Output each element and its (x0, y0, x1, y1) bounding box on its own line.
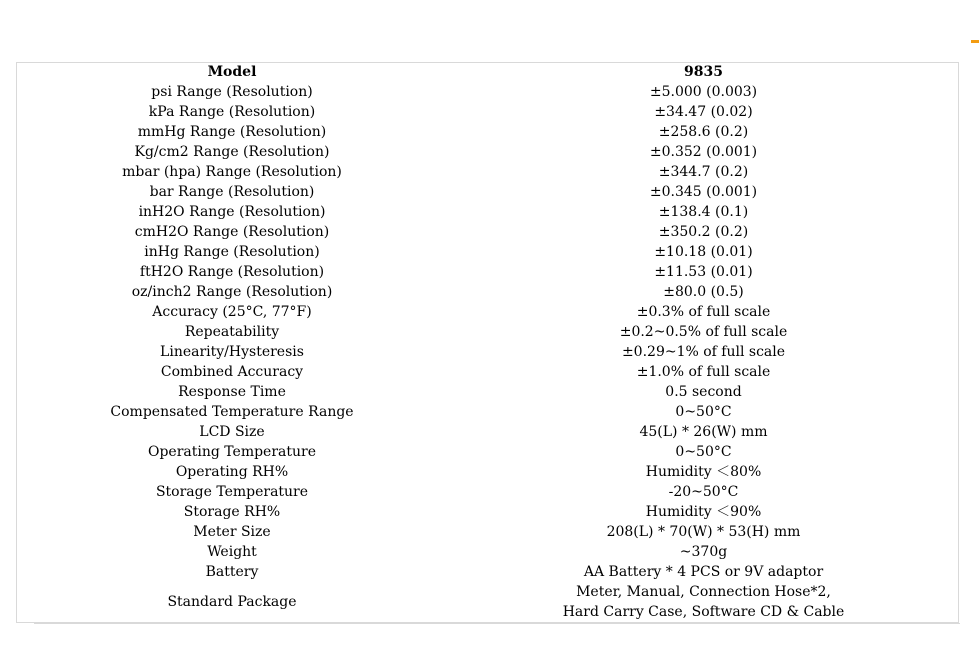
row-value: ±5.000 (0.003) (649, 84, 758, 100)
row-param: Operating Temperature (147, 444, 316, 460)
package-line-2: Hard Carry Case, Software CD & Cable (562, 604, 845, 620)
row-value: 0~50°C (675, 444, 732, 460)
table-row (16, 382, 959, 402)
table-row (16, 82, 959, 102)
row-param: Response Time (178, 384, 286, 400)
table-row (16, 122, 959, 142)
row-param: cmH2O Range (Resolution) (134, 224, 330, 240)
row-param: oz/inch2 Range (Resolution) (131, 284, 333, 300)
row-value: ±10.18 (0.01) (654, 244, 753, 260)
row-param-package: Standard Package (167, 594, 297, 610)
header-model-value: 9835 (684, 64, 723, 80)
row-param: bar Range (Resolution) (149, 184, 315, 200)
row-value: 45(L) * 26(W) mm (639, 424, 768, 440)
row-value: ±258.6 (0.2) (658, 124, 749, 140)
table-row (16, 162, 959, 182)
row-param: Kg/cm2 Range (Resolution) (134, 144, 330, 160)
table-header-row (16, 62, 959, 82)
table-row (16, 322, 959, 342)
row-param: Compensated Temperature Range (110, 404, 354, 420)
row-value: -20~50°C (668, 484, 739, 500)
row-value: ±80.0 (0.5) (663, 284, 744, 300)
row-param: Meter Size (193, 524, 271, 540)
row-param: Repeatability (184, 324, 280, 340)
row-param: Linearity/Hysteresis (160, 344, 304, 360)
table-row (16, 482, 959, 502)
row-param: Operating RH% (175, 464, 289, 480)
row-param: LCD Size (199, 424, 265, 440)
table-row (16, 262, 959, 282)
row-value: ~370g (679, 544, 728, 560)
row-value: Humidity ＜90% (645, 504, 762, 520)
row-param: mmHg Range (Resolution) (137, 124, 327, 140)
header-model-label: Model (207, 64, 257, 80)
table-row (16, 402, 959, 422)
row-value: Humidity ＜80% (645, 464, 762, 480)
table-row (16, 362, 959, 382)
table-row (16, 442, 959, 462)
row-value: ±34.47 (0.02) (654, 104, 753, 120)
row-value: ±0.29~1% of full scale (621, 344, 786, 360)
row-value: ±11.53 (0.01) (654, 264, 753, 280)
row-param: ftH2O Range (Resolution) (139, 264, 325, 280)
row-param: Battery (205, 564, 259, 580)
spec-table (16, 62, 959, 622)
row-value: ±0.2~0.5% of full scale (619, 324, 788, 340)
table-row (16, 522, 959, 542)
row-value: 208(L) * 70(W) * 53(H) mm (606, 524, 801, 540)
package-line-1: Meter, Manual, Connection Hose*2, (576, 584, 831, 600)
table-row (16, 422, 959, 442)
row-value: ±350.2 (0.2) (658, 224, 749, 240)
row-value: AA Battery * 4 PCS or 9V adaptor (583, 564, 824, 580)
row-param: Combined Accuracy (160, 364, 304, 380)
row-param: Weight (207, 544, 257, 560)
table-row (16, 342, 959, 362)
table-row (16, 542, 959, 562)
row-param: Storage Temperature (155, 484, 309, 500)
row-value: ±1.0% of full scale (636, 364, 771, 380)
table-row-package (16, 582, 959, 622)
row-value: ±0.3% of full scale (636, 304, 771, 320)
row-param: Accuracy (25°C, 77°F) (152, 304, 312, 320)
table-row (16, 202, 959, 222)
row-param: mbar (hpa) Range (Resolution) (122, 164, 342, 180)
spec-table-body (16, 62, 959, 622)
table-row (16, 102, 959, 122)
row-value: 0.5 second (665, 384, 742, 400)
table-row (16, 142, 959, 162)
row-param: Storage RH% (183, 504, 281, 520)
row-param: psi Range (Resolution) (151, 84, 313, 100)
row-value: 0~50°C (675, 404, 732, 420)
row-param: inH2O Range (Resolution) (138, 204, 326, 220)
table-row (16, 502, 959, 522)
table-row (16, 182, 959, 202)
table-row (16, 562, 959, 582)
table-row (16, 462, 959, 482)
row-value: ±0.345 (0.001) (649, 184, 758, 200)
row-param: kPa Range (Resolution) (148, 104, 316, 120)
table-row (16, 282, 959, 302)
table-row (16, 242, 959, 262)
row-value: ±138.4 (0.1) (658, 204, 749, 220)
row-value: ±0.352 (0.001) (649, 144, 758, 160)
row-param: inHg Range (Resolution) (144, 244, 320, 260)
table-row (16, 222, 959, 242)
table-row (16, 302, 959, 322)
row-value-package (448, 582, 959, 622)
bottom-divider (34, 623, 960, 624)
accent-mark (971, 40, 979, 43)
row-value: ±344.7 (0.2) (658, 164, 749, 180)
